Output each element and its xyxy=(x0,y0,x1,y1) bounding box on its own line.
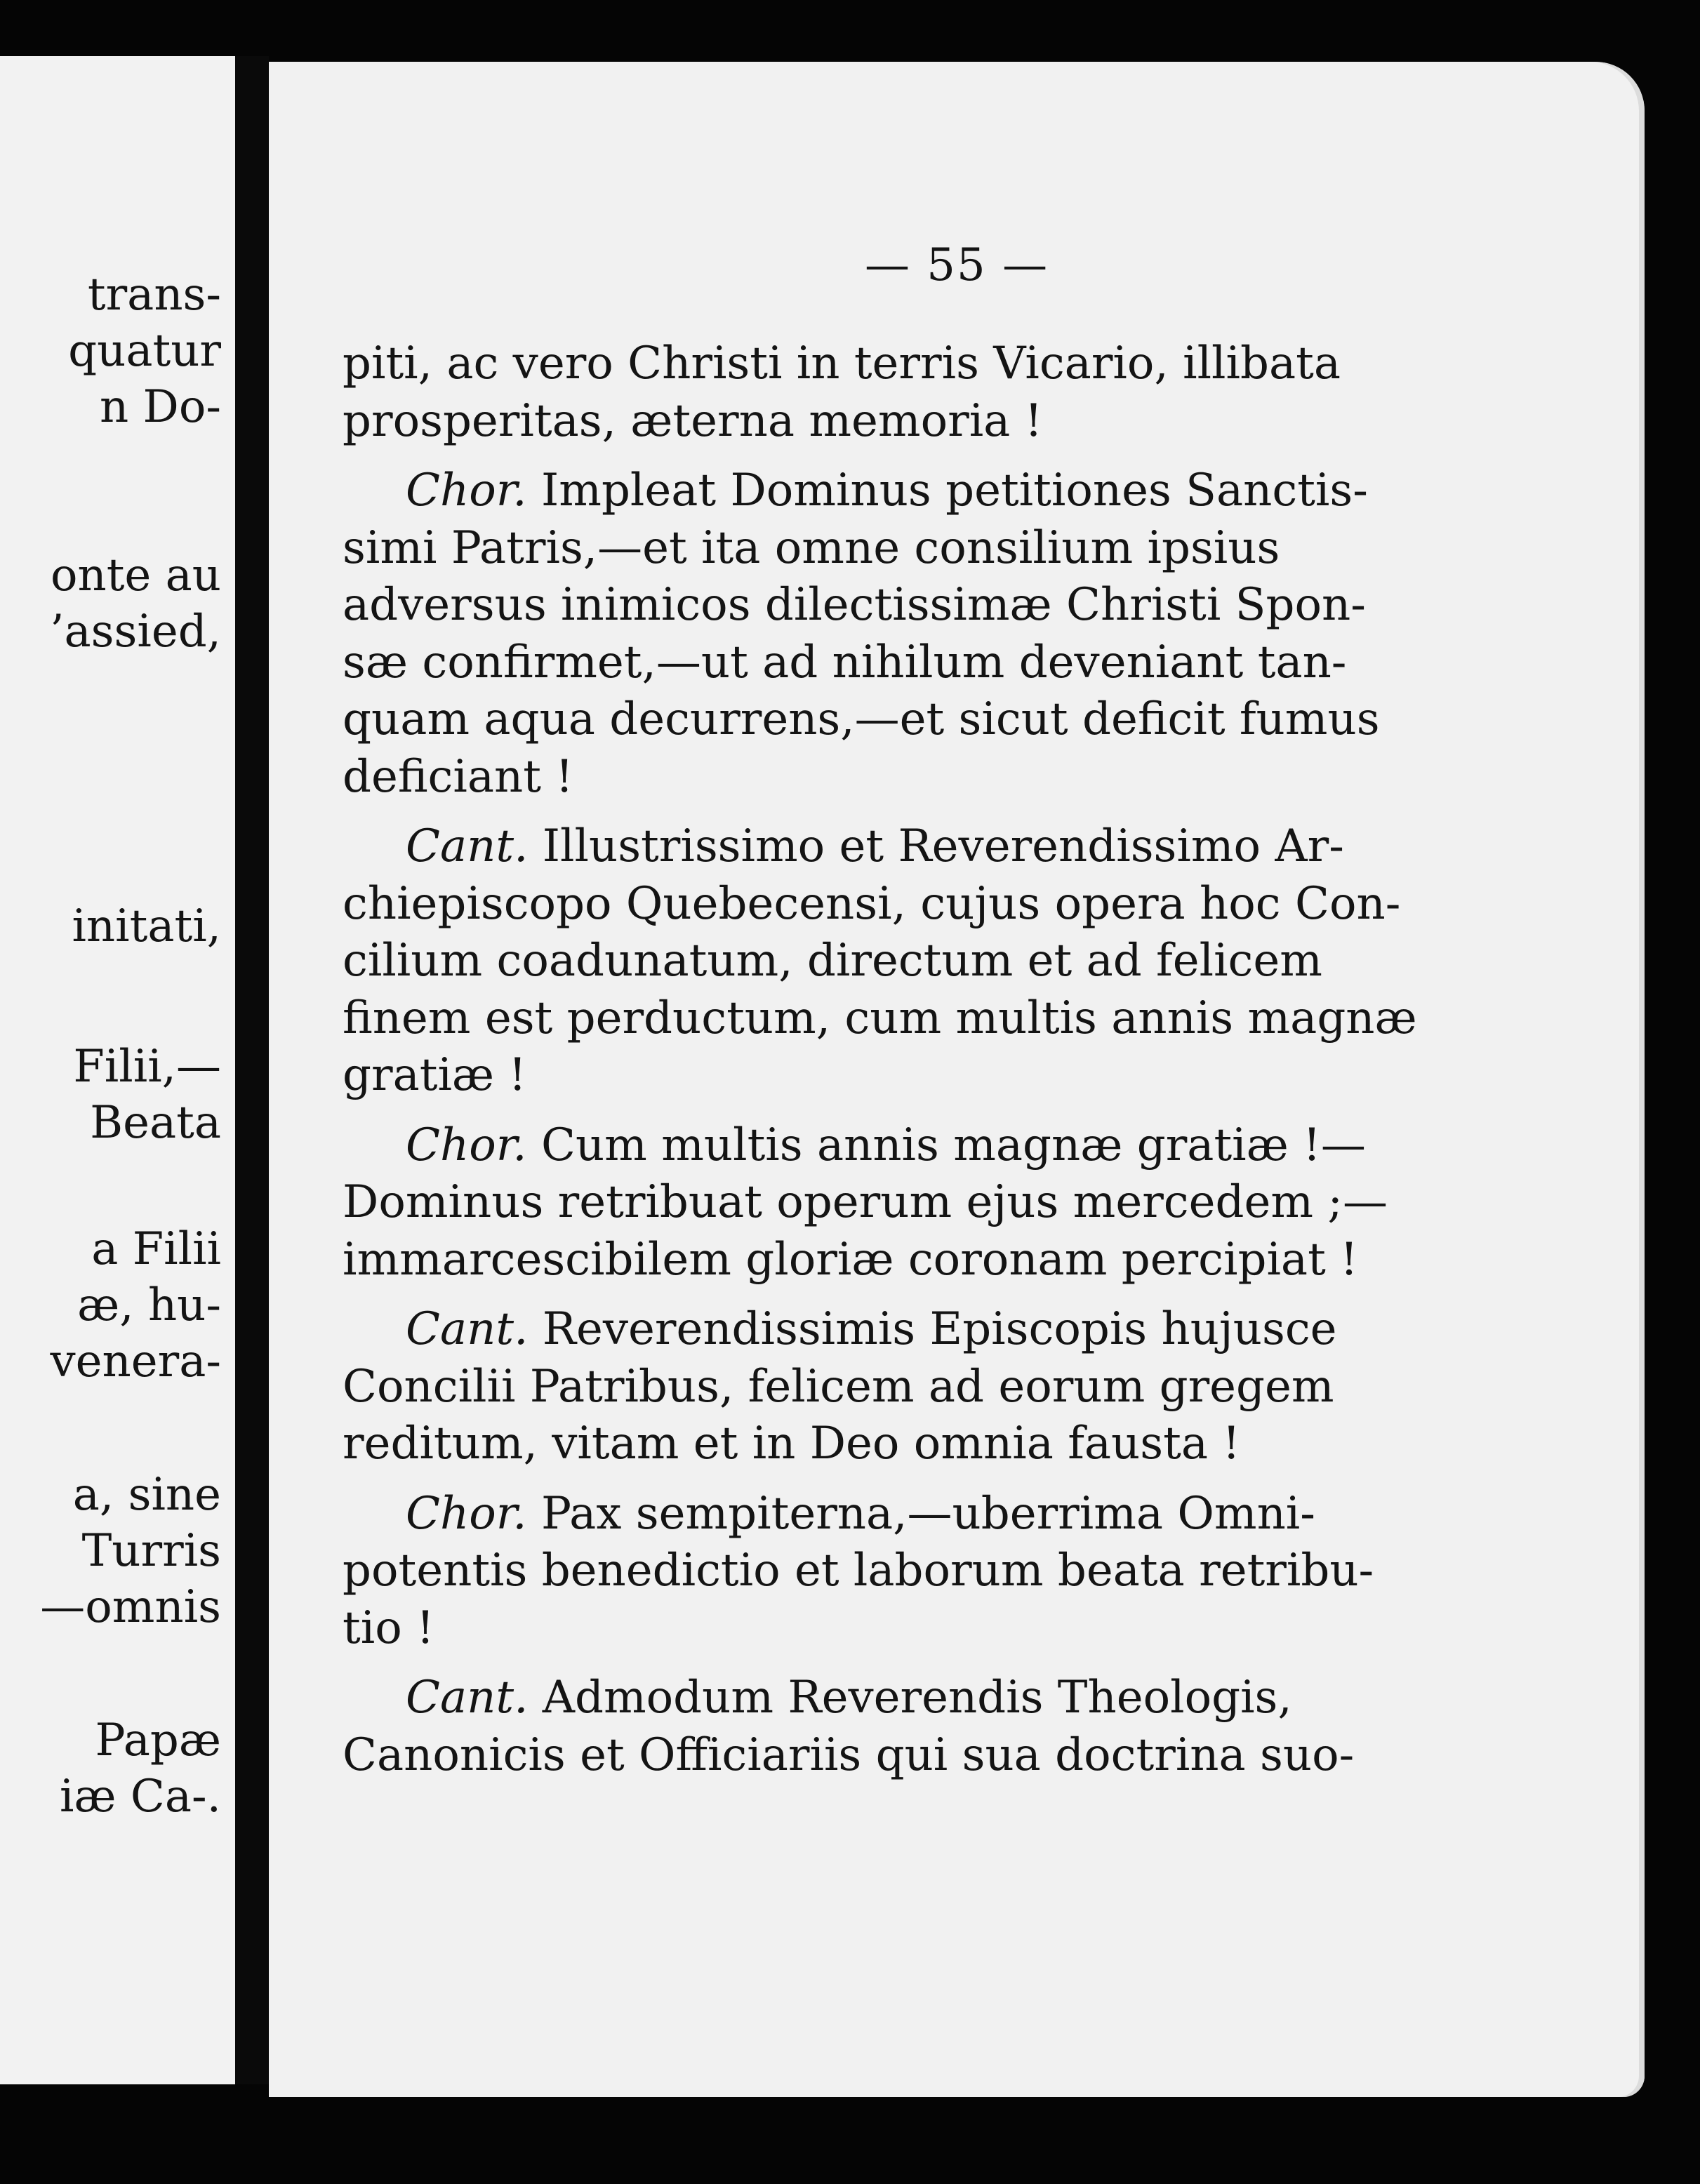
line-text: finem est perductum, cum multis annis magnæ xyxy=(343,992,1417,1044)
text-line xyxy=(343,1727,1645,1785)
text-line xyxy=(343,749,1645,806)
speaker-label: Chor. xyxy=(406,465,527,517)
line-text: immarcescibilem gloriæ coronam percipiat ! xyxy=(343,1233,1358,1286)
left-page-line: ’assied, xyxy=(50,606,221,658)
speaker-label: Cant. xyxy=(406,820,529,872)
line-text: gratiæ ! xyxy=(343,1049,527,1101)
paragraph-gap xyxy=(343,806,1645,818)
left-page-line: venera- xyxy=(50,1336,221,1387)
text-line xyxy=(343,1670,1645,1727)
left-page-line: Papæ xyxy=(95,1714,221,1766)
text-line xyxy=(343,1600,1645,1658)
line-text: tio ! xyxy=(343,1602,434,1654)
left-page-line: quatur xyxy=(68,325,221,377)
paragraph-gap xyxy=(343,1473,1645,1486)
left-page-line: Beata xyxy=(90,1097,221,1149)
left-page-line: n Do- xyxy=(99,381,221,433)
book-gutter xyxy=(235,56,269,2084)
line-text: sæ confirmet,—ut ad nihilum deveniant tan- xyxy=(343,636,1347,688)
line-text: Dominus retribuat operum ejus mercedem ;— xyxy=(343,1176,1388,1228)
text-line xyxy=(343,393,1645,451)
line-text: Canonicis et Officiariis qui sua doctrina suo- xyxy=(343,1729,1355,1781)
line-text: prosperitas, æterna memoria ! xyxy=(343,394,1043,447)
text-line xyxy=(343,1359,1645,1416)
line-text: potentis benedictio et laborum beata retribu- xyxy=(343,1545,1374,1597)
text-line xyxy=(343,1117,1645,1175)
line-text: Admodum Reverendis Theologis, xyxy=(528,1672,1292,1724)
text-line xyxy=(343,1174,1645,1232)
speaker-label: Chor. xyxy=(406,1119,527,1171)
line-text: piti, ac vero Christi in terris Vicario, illibata xyxy=(343,338,1341,389)
left-page-line: onte au xyxy=(50,550,221,601)
line-text: Reverendissimis Episcopis hujusce xyxy=(528,1303,1337,1355)
text-line xyxy=(343,520,1645,578)
left-page-line: initati, xyxy=(72,900,221,952)
speaker-label: Chor. xyxy=(406,1487,527,1540)
line-text: Illustrissimo et Reverendissimo Ar- xyxy=(528,820,1344,872)
paragraph-gap xyxy=(343,1657,1645,1670)
left-page-line: —omnis xyxy=(40,1581,221,1633)
line-text: quam aqua decurrens,—et sicut deficit fumus xyxy=(343,693,1380,745)
left-page-line: a, sine xyxy=(72,1469,221,1521)
page-text xyxy=(343,335,1645,1784)
text-line xyxy=(343,933,1645,990)
text-line xyxy=(343,1543,1645,1600)
text-line xyxy=(343,1301,1645,1359)
speaker-label: Cant. xyxy=(406,1672,529,1724)
left-facing-page xyxy=(0,56,239,2084)
left-page-line: iæ Ca-. xyxy=(59,1771,221,1823)
line-text: Impleat Dominus petitiones Sanctis- xyxy=(526,465,1368,517)
text-line xyxy=(343,577,1645,634)
paragraph-gap xyxy=(343,1289,1645,1301)
line-text: cilium coadunatum, directum et ad felicem xyxy=(343,935,1322,987)
text-line xyxy=(343,1047,1645,1105)
left-page-line: Turris xyxy=(81,1525,221,1577)
right-page xyxy=(269,62,1645,2097)
line-text: chiepiscopo Quebecensi, cujus opera hoc Con- xyxy=(343,877,1401,930)
text-line xyxy=(343,1416,1645,1473)
text-line xyxy=(343,990,1645,1048)
page-number: — 55 — xyxy=(864,239,1049,291)
line-text: simi Patris,—et ita omne consilium ipsius xyxy=(343,521,1280,574)
text-line xyxy=(343,876,1645,933)
line-text: Concilii Patribus, felicem ad eorum gregem xyxy=(343,1360,1334,1413)
speaker-label: Cant. xyxy=(406,1303,529,1355)
line-text: Cum multis annis magnæ gratiæ !— xyxy=(526,1119,1366,1171)
text-line xyxy=(343,1232,1645,1289)
line-text: reditum, vitam et in Deo omnia fausta ! xyxy=(343,1418,1241,1470)
left-page-line: æ, hu- xyxy=(77,1279,221,1331)
line-text: adversus inimicos dilectissimæ Christi Spon- xyxy=(343,579,1366,631)
text-line xyxy=(343,335,1645,393)
left-page-line: a Filii xyxy=(91,1223,221,1275)
left-page-line: Filii,— xyxy=(73,1041,221,1093)
paragraph-gap xyxy=(343,1105,1645,1117)
text-line xyxy=(343,691,1645,749)
line-text: Pax sempiterna,—uberrima Omni- xyxy=(526,1487,1315,1540)
text-line xyxy=(343,1486,1645,1543)
paragraph-gap xyxy=(343,450,1645,462)
line-text: deficiant ! xyxy=(343,750,573,803)
left-page-line: trans- xyxy=(87,269,221,321)
text-line xyxy=(343,818,1645,876)
text-line xyxy=(343,634,1645,692)
text-line xyxy=(343,462,1645,520)
